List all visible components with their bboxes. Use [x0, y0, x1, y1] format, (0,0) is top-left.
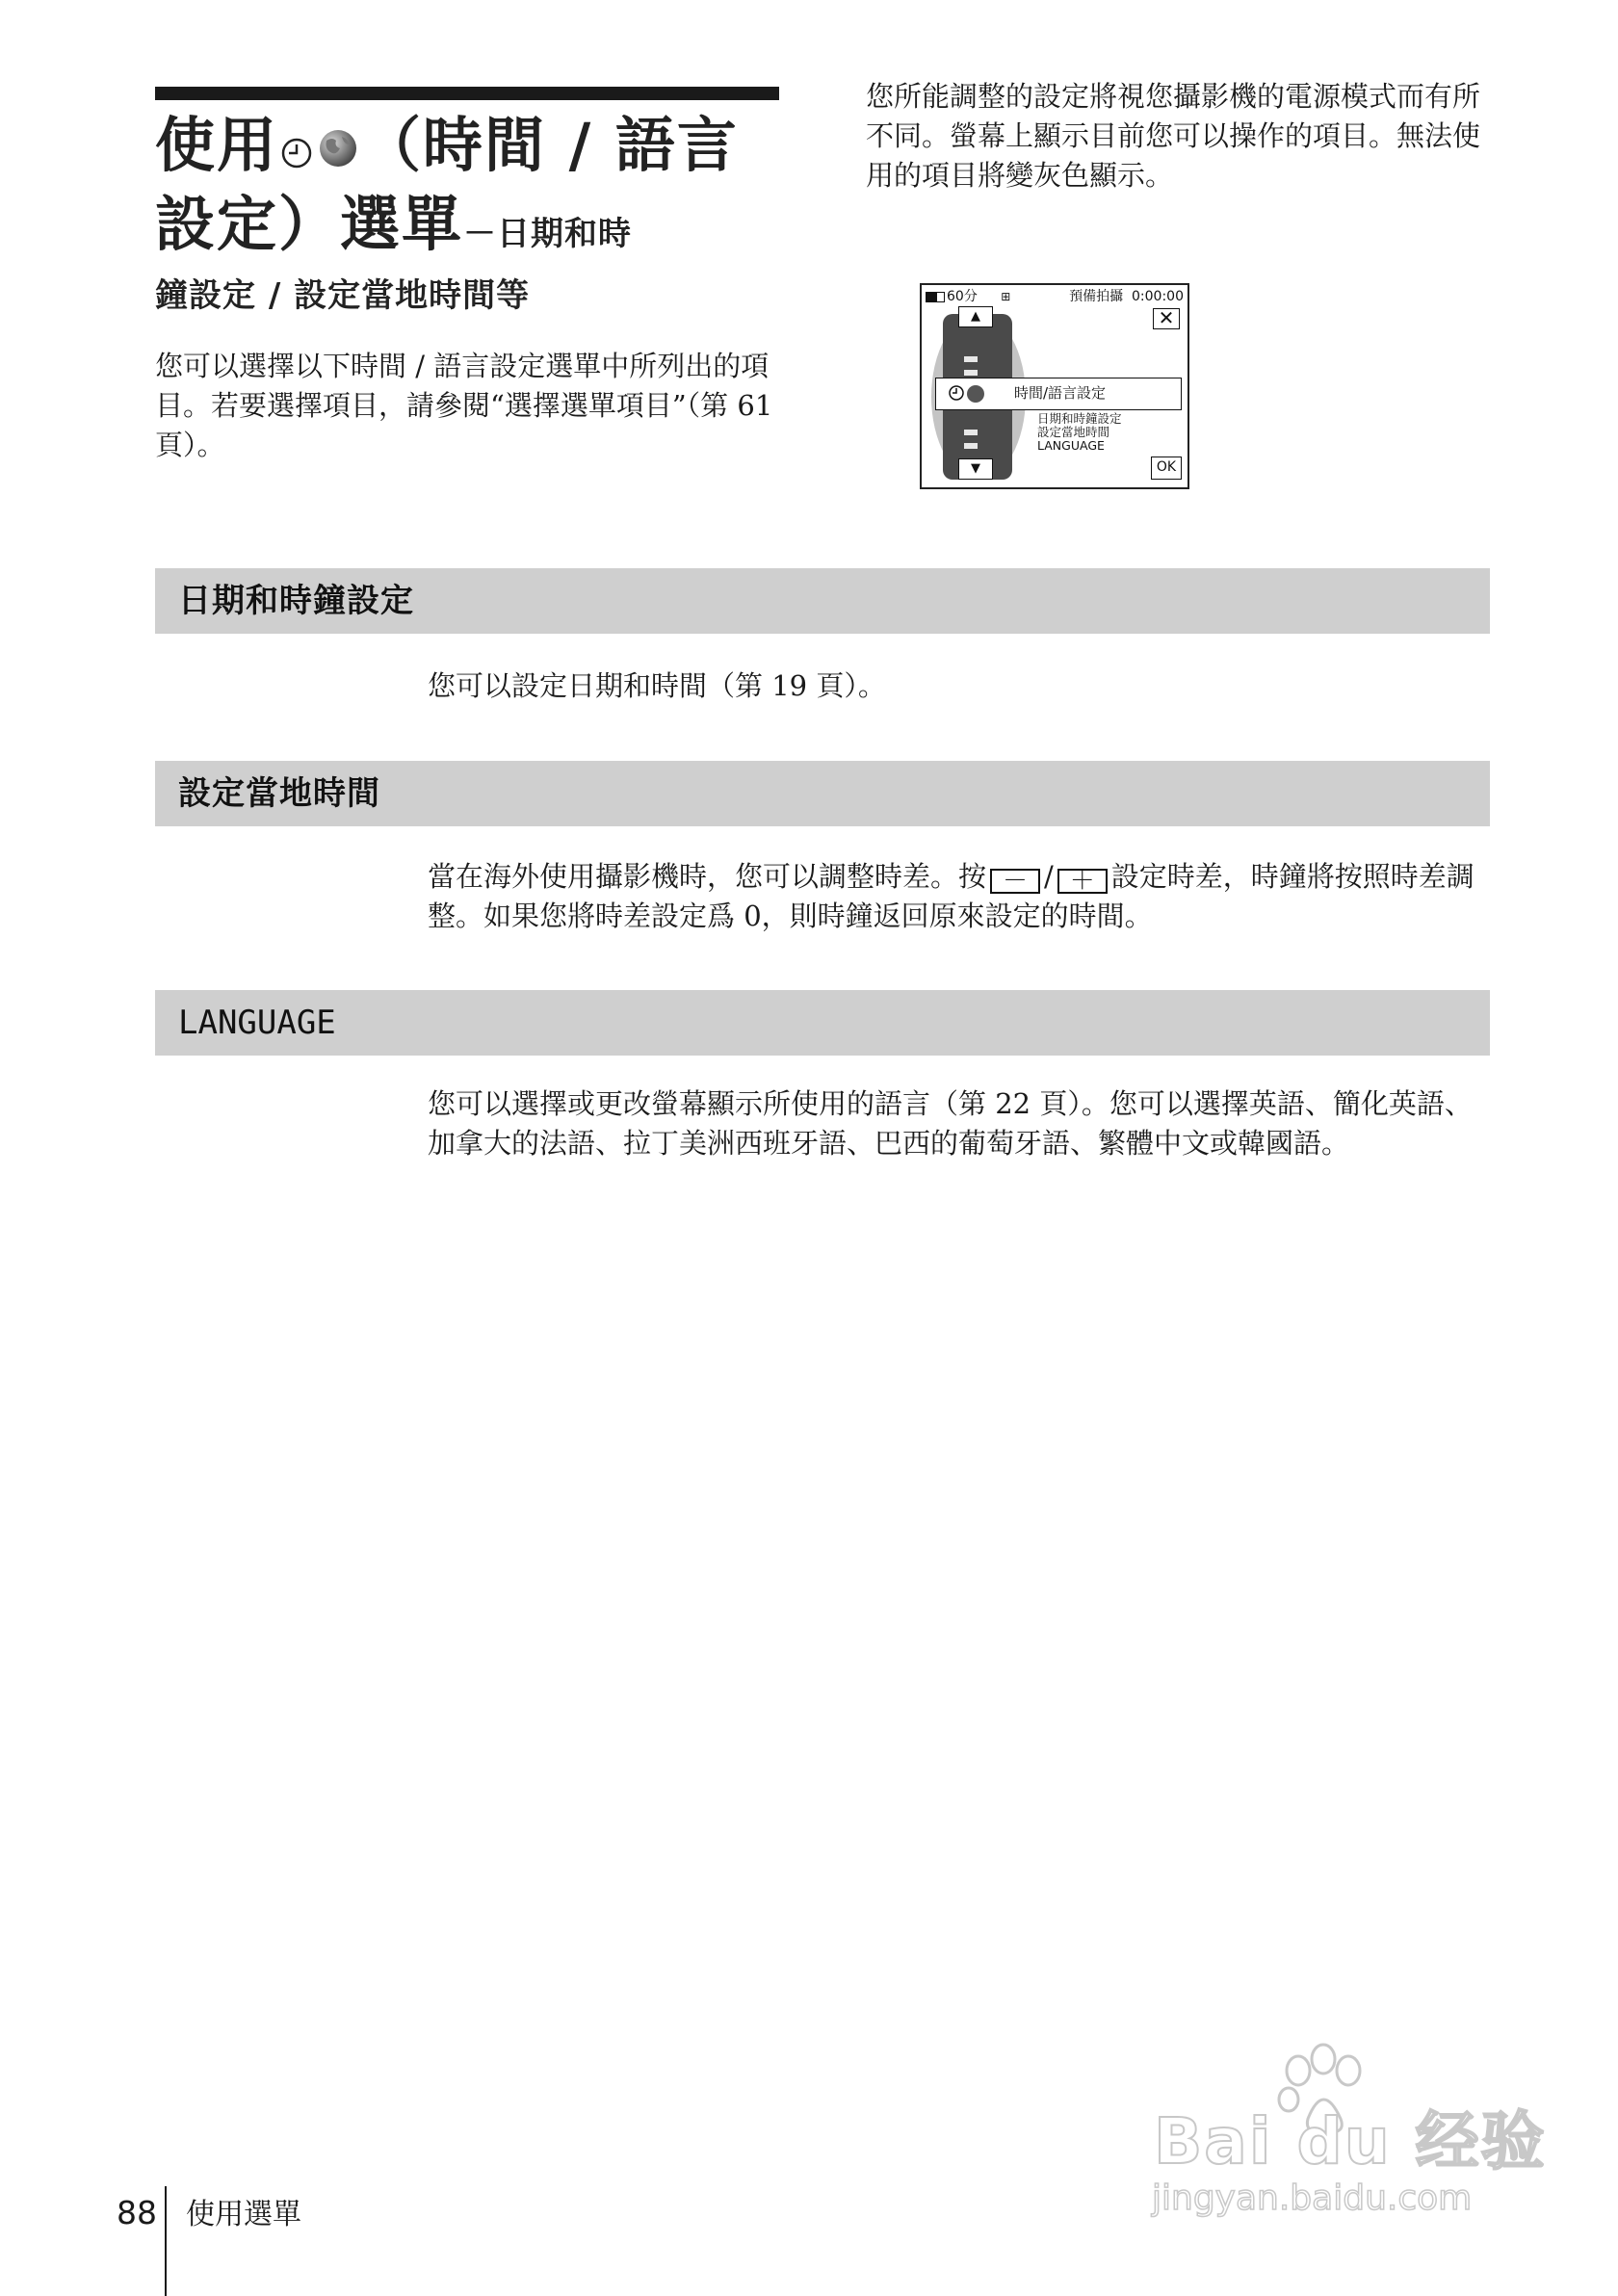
key-separator: / — [1044, 860, 1054, 893]
menu-icon-3 — [964, 430, 978, 435]
power-mode-note: 您所能調整的設定將視您攝影機的電源模式而有所不同。螢幕上顯示目前您可以操作的項目。無法使用的項目將變灰色顯示。 — [866, 80, 1481, 192]
close-button[interactable]: ✕ — [1153, 308, 1180, 329]
lcd-media-icon: ⊞ — [1001, 290, 1011, 303]
menu-icon-4 — [964, 443, 978, 449]
scroll-up-button[interactable]: ▲ — [958, 306, 993, 327]
menu-icon-2 — [964, 370, 978, 376]
submenu-item[interactable]: 設定當地時間 — [1037, 425, 1110, 439]
globe-icon — [317, 112, 359, 187]
clock-globe-icon — [947, 381, 995, 408]
area-time-text-after: 設定時差，時鐘將按照時差調整。如果您將時差設定爲 0，則時鐘返回原來設定的時間。 — [428, 860, 1474, 932]
section-band-language — [155, 990, 1490, 1056]
page-number: 88 — [117, 2194, 157, 2231]
section-text-area-time — [428, 857, 1497, 936]
footer-label: 使用選單 — [186, 2198, 301, 2231]
battery-icon — [926, 292, 945, 302]
submenu-item[interactable]: 日期和時鐘設定 — [1037, 411, 1122, 426]
area-time-text-before: 當在海外使用攝影機時，您可以調整時差。按 — [428, 860, 987, 893]
lcd-status-bar — [926, 289, 1184, 304]
title-rule — [155, 87, 779, 100]
plus-key: ＋ — [1057, 869, 1108, 894]
section-band-date-time — [155, 568, 1490, 634]
page-title — [155, 108, 791, 320]
scroll-down-button[interactable]: ▼ — [958, 458, 993, 480]
clock-icon — [280, 112, 313, 187]
lcd-screen-illustration — [920, 283, 1189, 489]
title-subtitle-a: －日期和時 — [463, 214, 633, 253]
watermark-url: jingyan.baidu.com — [1152, 2179, 1473, 2218]
section-text-date-time: 您可以設定日期和時間（第 19 頁）。 — [428, 669, 886, 702]
selected-menu-label: 時間/語言設定 — [1014, 384, 1107, 402]
section-heading: 設定當地時間 — [178, 774, 380, 813]
section-heading: 日期和時鐘設定 — [178, 582, 414, 620]
title-subtitle-b: 鐘設定 / 設定當地時間等 — [155, 275, 531, 315]
ok-button[interactable]: OK — [1151, 457, 1182, 480]
menu-icon-1 — [964, 356, 978, 362]
title-part1: 使用 — [155, 110, 279, 180]
watermark-brand: Bai du 经验 — [1154, 2104, 1547, 2179]
section-band-area-time — [155, 761, 1490, 826]
lcd-counter: 0:00:00 — [1132, 289, 1184, 304]
intro-paragraph: 您可以選擇以下時間 / 語言設定選單中所列出的項目。若要選擇項目，請參閱“選擇選單項目”（第 61 頁）。 — [155, 350, 773, 461]
minus-key: － — [990, 869, 1040, 894]
submenu-list — [1037, 412, 1122, 453]
lcd-battery-time: 60分 — [947, 289, 978, 304]
submenu-item[interactable]: LANGUAGE — [1037, 438, 1105, 453]
lcd-mode: 預備拍攝 — [1069, 289, 1124, 304]
section-heading: LANGUAGE — [178, 1004, 336, 1042]
title-part2: （時間 / 語言設定）選單 — [155, 110, 739, 259]
footer-rule — [165, 2186, 167, 2296]
section-text-language: 您可以選擇或更改螢幕顯示所使用的語言（第 22 頁）。您可以選擇英語、簡化英語、加拿大的法語、拉丁美洲西班牙語、巴西的葡萄牙語、繁體中文或韓國語。 — [428, 1087, 1473, 1160]
